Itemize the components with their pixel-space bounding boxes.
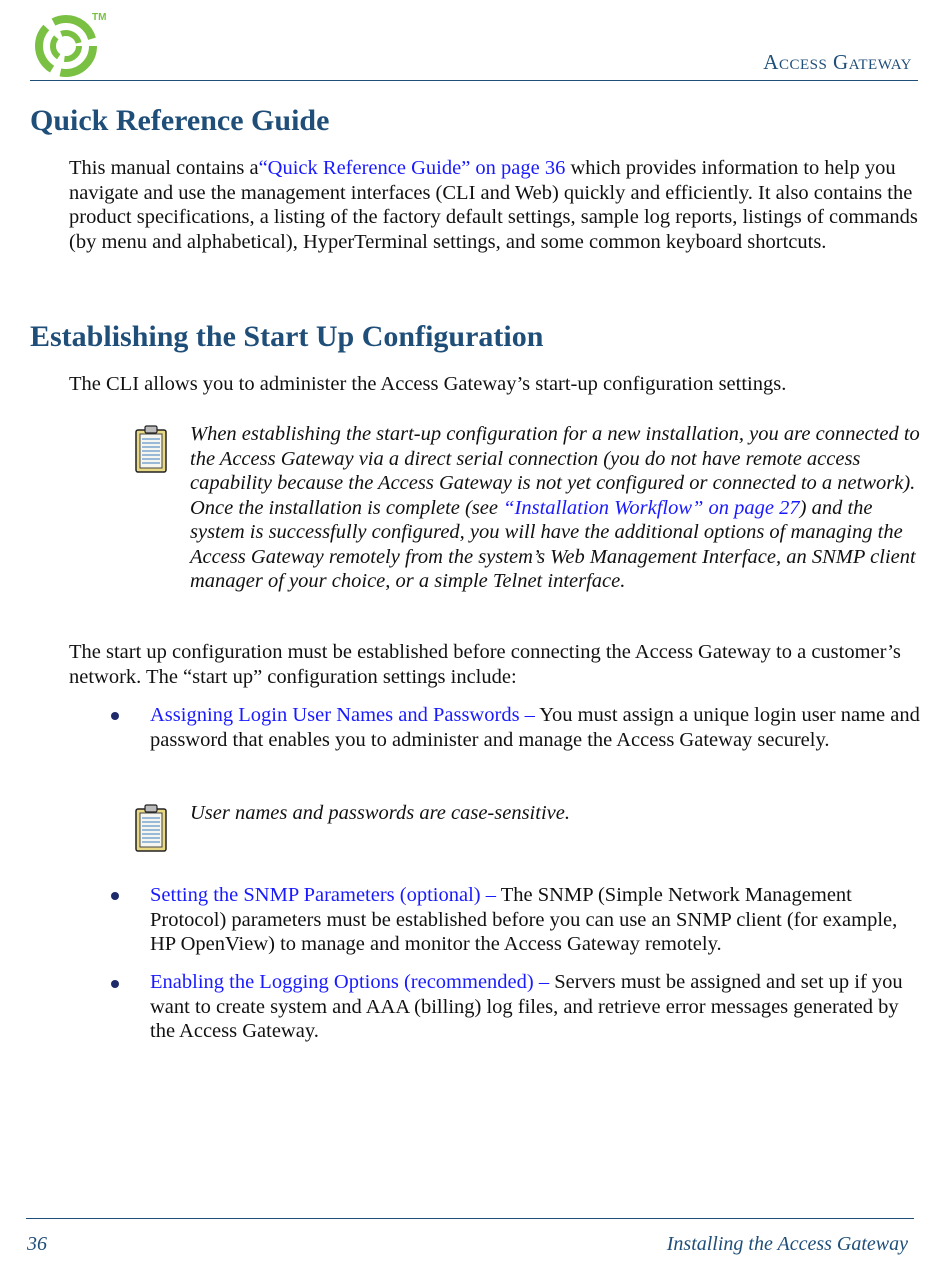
- footer-chapter-title: Installing the Access Gateway: [666, 1233, 908, 1255]
- company-logo-icon: [30, 6, 110, 80]
- header-title: Access Gateway: [763, 50, 912, 74]
- footer-divider: [26, 1218, 914, 1219]
- note-case-sensitive: User names and passwords are case-sensitive.: [190, 802, 570, 824]
- list-item-snmp-parameters: [150, 883, 920, 957]
- snmp-parameters-link[interactable]: Setting the SNMP Parameters (optional): [150, 884, 481, 906]
- dash-separator: –: [480, 884, 501, 906]
- bullet-icon: [111, 980, 119, 988]
- list-item-text: The SNMP (Simple Network Management Protocol) parameters must be established before you can use an SNMP client (for example, HP OpenView) to manage and monitor the Access Gateway remotely.: [150, 884, 898, 955]
- paragraph-text: which provides information to help you navigate and use the management interfaces (CLI and Web) quickly and efficiently. It also contains the product specifications, a listing of the factory default settings, sample log reports, listings of commands (by menu and alphabetical), HyperTerminal settings, and some common keyboard shortcuts.: [69, 157, 918, 253]
- section-heading-startup-configuration: Establishing the Start Up Configuration: [30, 320, 544, 353]
- startup-settings-paragraph: The start up configuration must be established before connecting the Access Gateway to a customer’s network. The “start up” configuration settings include:: [69, 641, 901, 688]
- dash-separator: –: [533, 971, 555, 993]
- trademark-mark: TM: [92, 12, 107, 23]
- quick-reference-paragraph: [69, 156, 919, 254]
- quick-reference-link[interactable]: “Quick Reference Guide” on page 36: [258, 157, 566, 179]
- list-item-logging-options: [150, 970, 920, 1044]
- startup-intro-paragraph: The CLI allows you to administer the Access Gateway’s start-up configuration settings.: [69, 373, 787, 395]
- login-passwords-link[interactable]: Assigning Login User Names and Passwords: [150, 704, 520, 726]
- bullet-icon: [111, 892, 119, 900]
- installation-workflow-link[interactable]: “Installation Workflow” on page 27: [503, 496, 800, 519]
- notepad-icon: [133, 803, 169, 853]
- list-item-text: Servers must be assigned and set up if you want to create system and AAA (billing) log files, and retrieve error messages generated by the Access Gateway.: [150, 971, 903, 1042]
- list-item-login-passwords: [150, 703, 920, 752]
- list-item-text: You must assign a unique login user name and password that enables you to administer and manage the Access Gateway securely.: [150, 704, 920, 751]
- dash-separator: –: [519, 704, 540, 726]
- note-text: When establishing the start-up configuration for a new installation, you are connected to the Access Gateway via a direct serial connection (you do not have remote access capability because the Access Gateway is not yet configured or connected to a network). Once the installation is complete (see: [190, 423, 920, 519]
- note-text: ) and the system is successfully configured, you will have the additional options of managing the Access Gateway remotely from the system’s Web Management Interface, an SNMP client manager of your choice, or a simple Telnet interface.: [190, 496, 916, 592]
- bullet-icon: [111, 712, 119, 720]
- note-startup-serial-connection: [190, 422, 920, 594]
- logging-options-link[interactable]: Enabling the Logging Options (recommended): [150, 971, 534, 993]
- header-divider: [30, 80, 918, 81]
- page-number: 36: [27, 1233, 47, 1255]
- paragraph-text: This manual contains a: [69, 157, 259, 179]
- section-heading-quick-reference: Quick Reference Guide: [30, 104, 330, 137]
- notepad-icon: [133, 424, 169, 474]
